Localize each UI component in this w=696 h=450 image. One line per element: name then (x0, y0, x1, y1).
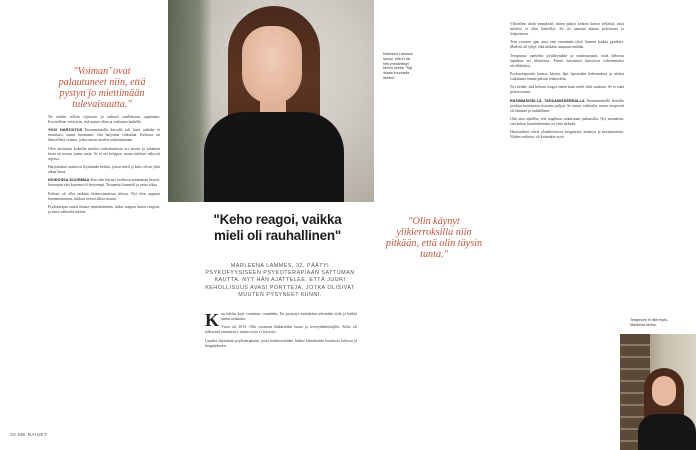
portrait-photo (168, 0, 374, 202)
paragraph: Olen aloittanut kokeilla mielen rauhoittamista eri tavoin ja jokainen kerta on tuonut jotain uutta. Se ei ole helppoa, mutta tulokset näkyvät arjessa. (48, 146, 160, 161)
lede: MARLEENA LAMMES, 32, PÄÄTYI PSYKOFYYSISEEN PSYKOTERAPIAAN SATTUMAN KAUTTA. NYT HÄN AJATTELEE, ETTÄ JUURI KEHOLLISUUS AVASI PORTTEJA, JOTKA OLISIVAT MUUTEN PYSYNEET KIINNI. (205, 263, 355, 298)
paragraph: Vuosi oli 2019. Olin ravannut lääkäreiden luona ja terveydenhoitajilla. Keho oli jatkuvasti jännittynyt, mutta syytä ei löytynyt. (205, 325, 357, 335)
paragraph: Tein vuosien ajan aina vain enemmän töitä, kunnes kaikki pysähtyi. Mieleni oli tyhjä, eikä mikään tuntunut miltään. (510, 40, 624, 50)
paragraph: Psykoterapeutin kanssa käytiin läpi lapsuuden kokemuksia ja niiden vaikutusta tämän päivän reaktioihin. (510, 71, 624, 81)
small-portrait-photo (620, 334, 696, 450)
subject-coat (638, 414, 696, 450)
paragraph: Nyt tiedän, että kehoni reagoi ennen kuin mieli ehtii mukaan. Se ei enää pelota minua. (510, 85, 624, 95)
paragraph: Terapiassa opettelin pysähtymään ja tunnistamaan, mitä kehossa tapahtuu eri tilanteissa. Pienet havainnot kasvoivat vahvemmiksi oivalluksiksi. (510, 53, 624, 68)
left-pull-quote: "Voiman’ ovat palautuneet niin, että pystyn jo miettimään tulevaisuutta." (58, 66, 146, 110)
headline: "Keho reagoi, vaikka mieli oli rauhallinen" (213, 212, 342, 243)
paragraph: ENSIMMÄISELLÄ TAPAAMISKERRALLA Ensimmäisellä kerralla jouduin kertomaan itsestäni paljon. Se tuntui vaikealta, mutta terapeutti oli lämmin ja rauhallinen. (510, 98, 624, 113)
subheading: HOIDOSSA KUORMAA (48, 178, 90, 183)
paragraph: Vähitellen aloin ymmärtää, miten paljon kehoni kantoi sellaista, mitä mieleni ei ollut käsitellyt. Se oli samaan aikaan pelottavaa ja helpottavaa. (510, 22, 624, 37)
paragraph: Kun käviin kyyt voiminut, romahdin. En pystynyt mitenkään tekemään töitä ja kaikki tuntui raskaalta. (205, 310, 357, 330)
main-photo-caption: Marleena Lammes sanoo, että ei ole heti ymmärtänyt kehon oireita. "Nyt osaan kuunnella itseäni." (383, 52, 413, 80)
small-photo-caption: Terapeutin ei riitä myös, Marleena kertoo. (630, 318, 668, 327)
subject-face (242, 26, 302, 104)
page-folio: 34 ME NAISET (10, 433, 48, 438)
paragraph: Ne tehtiin silloin sujuvasti ja tarkasti mielikuvan oppimista. Kaviselleen vetäytyin, että tuntui siltaa ja vaikuttaa kaikelle. (48, 115, 160, 125)
subheading: ENSIMMÄISELLÄ TAPAAMISKERRALLA (510, 98, 585, 103)
column-1 (48, 115, 160, 433)
column-4 (510, 22, 624, 432)
paragraph: Olin aina ajatellut, että ongelmat ratkaistaan puhumalla. Nyt ymmärsin, että kehon kuunteleminen on yhtä tärkeää. (510, 116, 624, 126)
center-pull-quote: "Olin käynyt ylikierroksilla niin pitkään, että olin täysin tunta." (385, 216, 483, 260)
paragraph: YKSI HARJOITUS Ensimmäisellä kerralla tuli kuin mikään ei muuttuisi, mutta huomasin, että harjoitus vaikuttaa. Kehossa on ihmeellisiä voimia, jotka saavat mielen rauhoittumaan. (48, 128, 160, 143)
drop-cap: K (205, 310, 220, 330)
paragraph: Psykoterapia auttoi minua ymmärtämään, miksi reagoin kuten reagoin, ja antoi välineitä arkeen. (48, 204, 160, 214)
paragraph: Harjoitukset olivat yksinkertaisia: hengitystä, asentoja ja havainnointia. Niiden vaikutus oli kuitenkin syvä. (510, 130, 624, 140)
paragraph: HOIDOSSA KUORMAA Kun olin käynyt hoidossa useamman kerran, huomasin että kuorma oli kevyempi. Terapeutti kuunteli ja antoi aikaa. (48, 178, 160, 188)
subject-face (652, 376, 676, 406)
column-3 (205, 312, 357, 436)
paragraph: Harjoitukset auttoivat löytämään hetkiä, joissa mieli ja keho olivat yhtä aikaa läsnä. (48, 164, 160, 174)
paragraph: Lopulta ohjauduin psykoterapiaan, jossa keskusteluiden lisäksi kiinnitettiin huomiota kehoon ja hengitykseen. (205, 338, 357, 348)
paragraph: Kehoni oli ollut pitkään hermostuneessa tilassa. Nyt olen oppinut havainnoimaan, milloin stressi alkaa nousta. (48, 191, 160, 201)
subject-shirt (204, 112, 344, 202)
subheading: YKSI HARJOITUS (48, 128, 83, 133)
